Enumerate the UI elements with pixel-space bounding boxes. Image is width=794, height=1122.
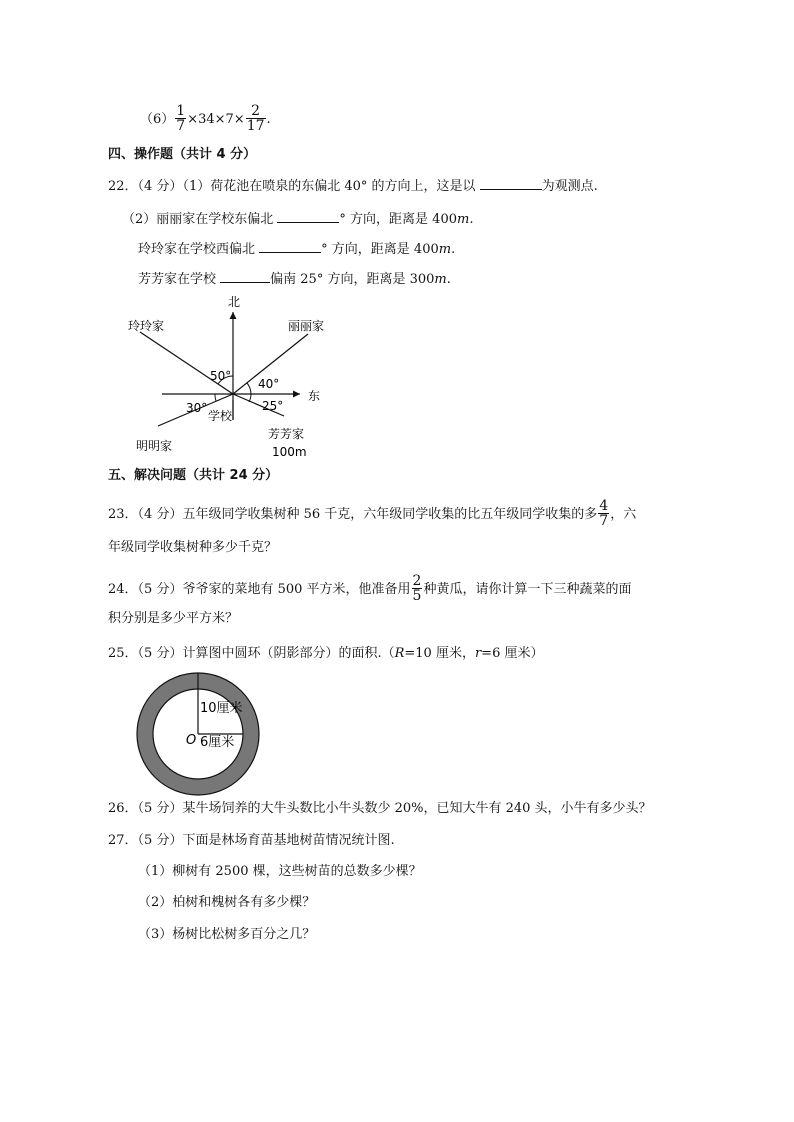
q25-line	[108, 644, 543, 664]
q24-line-2: 积分别是多少平方米？	[108, 611, 239, 626]
mingming-label: 明明家	[136, 439, 173, 453]
period: .	[451, 242, 456, 257]
angle-25-label: 25°	[262, 399, 284, 413]
q26-line: 26．（5 分）某牛场饲养的大牛头数比小牛头数少 20%，已知大牛有 240 头，小牛有多少头？	[108, 801, 652, 816]
q6-mid: ×34×7×	[187, 112, 245, 127]
q6-end: .	[266, 112, 271, 127]
lingling-label: 玲玲家	[128, 319, 165, 333]
direction-diagram	[120, 292, 340, 462]
q22-line-3	[138, 238, 455, 260]
q22-text: 偏南 25° 方向，距离是 300	[270, 272, 435, 287]
q22-text: 玲玲家在学校西偏北	[138, 242, 256, 257]
q22-line-4	[138, 268, 451, 290]
section-5-title: 五、解决问题（共计 24 分）	[108, 468, 279, 483]
fraction-numerator: 2	[251, 103, 261, 119]
answer-blank[interactable]	[277, 208, 339, 223]
scale-label: 100m	[272, 445, 307, 459]
fraction-denominator: 17	[246, 118, 265, 134]
school-label: 学校	[208, 409, 233, 423]
outer-radius-label: 10厘米	[200, 701, 243, 716]
q25-text: =6 厘米）	[481, 646, 544, 661]
q22-text: 22．（4 分）（1）荷花池在喷泉的东偏北 40° 的方向上，这是以	[108, 179, 476, 194]
angle-50-label: 50°	[210, 369, 232, 383]
unit: m	[434, 272, 447, 287]
q6-prefix: （6）	[140, 112, 175, 127]
fraction	[246, 104, 266, 133]
fraction-numerator: 1	[176, 103, 186, 119]
q22-text: ° 方向，距离是 400	[339, 212, 457, 227]
q27-sub-3: （3）杨树比松树多百分之几？	[138, 927, 316, 942]
angle-arc-40	[247, 383, 251, 394]
q25-text: 25．（5 分）计算图中圆环（阴影部分）的面积.（	[108, 646, 395, 661]
q22-text: 为观测点.	[541, 179, 598, 194]
q23-line-1	[108, 500, 636, 529]
fraction-denominator: 7	[176, 118, 186, 134]
unit: m	[438, 242, 452, 257]
q27-sub-2: （2）柏树和槐树各有多少棵？	[138, 895, 316, 910]
q22-text: ° 方向，距离是 400	[321, 242, 439, 257]
period: .	[469, 212, 474, 227]
east-label: 东	[308, 389, 321, 403]
q23-text: ，六	[610, 507, 637, 522]
fraction	[412, 574, 423, 603]
section-4-title: 四、操作题（共计 4 分）	[108, 147, 257, 162]
q22-text: （2）丽丽家在学校东偏北	[122, 212, 274, 227]
angle-30-label: 30°	[186, 401, 208, 415]
q23-line-2: 年级同学收集树种多少千克？	[108, 540, 278, 555]
radius-r: r	[474, 646, 482, 661]
period: .	[446, 272, 451, 287]
q22-text: 芳芳家在学校	[138, 272, 217, 287]
fraction-denominator: 7	[599, 513, 609, 529]
center-label: O	[186, 733, 197, 748]
answer-blank[interactable]	[480, 175, 542, 190]
unit: m	[457, 212, 470, 227]
radius-R: R	[394, 646, 405, 661]
fraction-numerator: 2	[412, 573, 422, 589]
ring-figure	[136, 672, 260, 796]
q6-expression	[140, 105, 271, 134]
q27-sub-1: （1）柳树有 2500 棵，这些树苗的总数多少棵？	[138, 864, 422, 879]
lili-label: 丽丽家	[288, 319, 325, 333]
angle-arc-30	[215, 394, 216, 401]
fraction-numerator: 4	[599, 498, 609, 514]
q24-text: 24．（5 分）爷爷家的菜地有 500 平方米，他准备用	[108, 582, 411, 597]
fraction	[598, 499, 609, 528]
q22-line-2	[122, 208, 473, 230]
fangfang-label: 芳芳家	[268, 427, 305, 441]
angle-arc-25	[249, 394, 251, 402]
q27-line: 27．（5 分）下面是林场育苗基地树苗情况统计图.	[108, 833, 395, 848]
angle-40-label: 40°	[258, 377, 280, 391]
q24-text: 种黄瓜，请你计算一下三种蔬菜的面	[423, 582, 632, 597]
q22-line-1	[108, 175, 598, 197]
q24-line-1	[108, 575, 631, 604]
fraction-denominator: 5	[412, 588, 422, 604]
inner-radius-label: 6厘米	[200, 735, 235, 750]
ray-lingling	[140, 332, 233, 394]
fraction	[175, 104, 186, 133]
answer-blank[interactable]	[259, 238, 321, 253]
answer-blank[interactable]	[220, 268, 270, 283]
q25-text: =10 厘米，	[404, 646, 475, 661]
north-label: 北	[228, 295, 241, 309]
q23-text: 23．（4 分）五年级同学收集树种 56 千克，六年级同学收集的比五年级同学收集的多	[108, 507, 598, 522]
